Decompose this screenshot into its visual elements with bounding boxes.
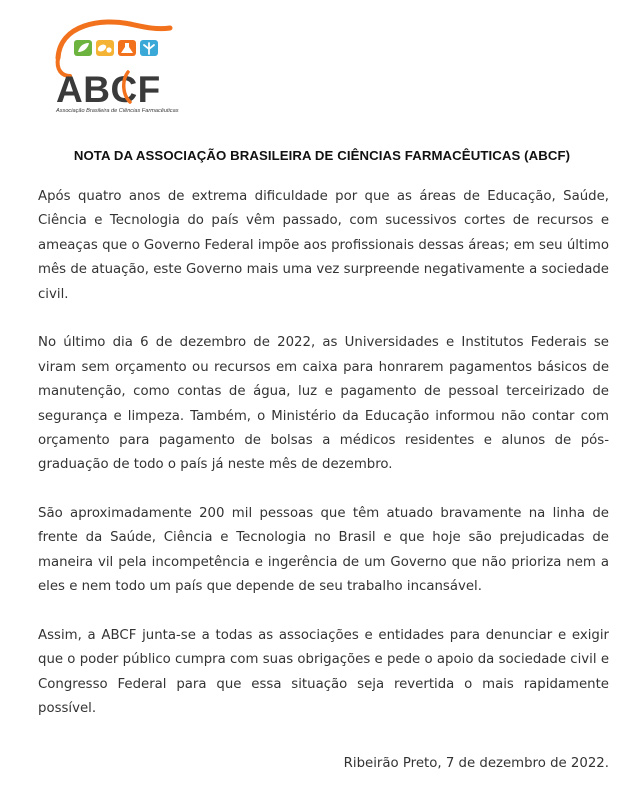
signature-line: Ribeirão Preto, 7 de dezembro de 2022.	[343, 756, 609, 771]
leaf-icon	[74, 40, 92, 56]
abcf-logo	[52, 14, 198, 118]
document-title: NOTA DA ASSOCIAÇÃO BRASILEIRA DE CIÊNCIAS FARMACÊUTICAS (ABCF)	[73, 148, 571, 163]
logo-acronym: ABCF	[56, 69, 161, 110]
logo-subtitle: Associação Brasileira de Ciências Farmacêuticas	[56, 108, 179, 114]
paragraph-1: Após quatro anos de extrema dificuldade por que as áreas de Educação, Saúde, Ciência e Tecnologia do país vêm passado, com sucessivos cortes de recursos e ameaças que o Governo Federal impõe aos profissionais dessas áreas; em seu último mês de atuação, este Governo mais uma vez surpreende negativamente a sociedade civil.	[38, 189, 609, 302]
caduceus-icon	[140, 40, 158, 56]
document-body	[38, 185, 609, 746]
paragraph-3: São aproximadamente 200 mil pessoas que têm atuado bravamente na linha de frente da Saúde, Ciência e Tecnologia no Brasil e que hoje são prejudicadas de maneira vil pela incompetência e ingerência de um Governo que não prioriza nem a eles e nem todo um país que depende de seu trabalho incansável.	[38, 506, 609, 595]
pills-icon	[96, 40, 114, 56]
flask-icon	[118, 40, 136, 56]
paragraph-4: Assim, a ABCF junta-se a todas as associações e entidades para denunciar e exigir que o poder público cumpra com suas obrigações e pede o apoio da sociedade civil e Congresso Federal para que essa situação seja revertida o mais rapidamente possível.	[38, 627, 609, 717]
paragraph-2: No último dia 6 de dezembro de 2022, as Universidades e Institutos Federais se viram sem orçamento ou recursos em caixa para honrarem pagamentos básicos de manutenção, como contas de água, luz e pagamento de pessoal terceirizado de segurança e limpeza. Também, o Ministério da Educação informou não contar com orçamento para pagamento de bolsas a médicos residentes e alunos de pós-graduação de todo o país já neste mês de dezembro.	[38, 335, 609, 473]
